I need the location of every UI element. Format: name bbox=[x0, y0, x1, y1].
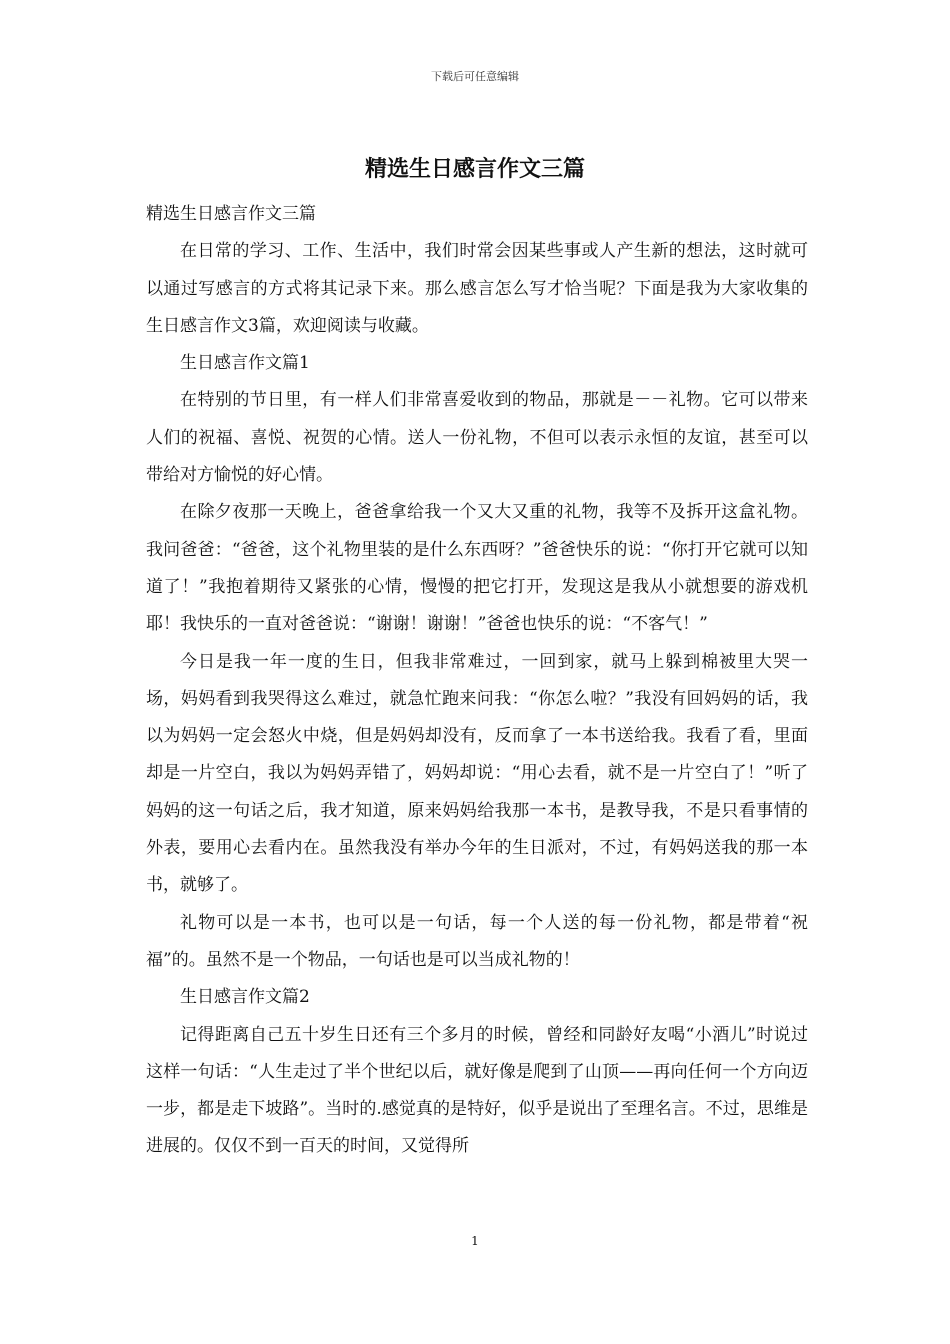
page-number: 1 bbox=[471, 1234, 479, 1248]
document-body bbox=[146, 196, 808, 1166]
document-title: 精选生日感言作文三篇 bbox=[364, 156, 585, 182]
section-heading-1: 生日感言作文篇1 bbox=[180, 353, 310, 374]
body-paragraph: 在除夕夜那一天晚上，爸爸拿给我一个又大又重的礼物，我等不及拆开这盒礼物。我问爸爸：“爸爸，这个礼物里装的是什么东西呀？”爸爸快乐的说：“你打开它就可以知道了！”我抱着期待又紧张的心情，慢慢的把它打开，发现这是我从小就想要的游戏机耶！我快乐的一直对爸爸说：“谢谢！谢谢！”爸爸也快乐的说：“不客气！” bbox=[146, 502, 808, 635]
body-paragraph: 礼物可以是一本书，也可以是一句话，每一个人送的每一份礼物，都是带着“祝福”的。虽然不是一个物品，一句话也是可以当成礼物的！ bbox=[146, 912, 808, 970]
body-paragraph: 记得距离自己五十岁生日还有三个多月的时候，曾经和同龄好友喝“小酒儿”时说过这样一句话：“人生走过了半个世纪以后，就好像是爬到了山顶——再向任何一个方向迈一步，都是走下坡路”。当时的.感觉真的是特好，似乎是说出了至理名言。不过，思维是进展的。仅仅不到一百天的时间，又觉得所 bbox=[146, 1024, 808, 1157]
intro-paragraph: 在日常的学习、工作、生活中，我们时常会因某些事或人产生新的想法，这时就可以通过写感言的方式将其记录下来。那么感言怎么写才恰当呢？下面是我为大家收集的生日感言作文3篇，欢迎阅读与收藏。 bbox=[146, 241, 808, 336]
body-paragraph: 今日是我一年一度的生日，但我非常难过，一回到家，就马上躲到棉被里大哭一场，妈妈看到我哭得这么难过，就急忙跑来问我：“你怎么啦？”我没有回妈妈的话，我以为妈妈一定会怒火中烧，但是妈妈却没有，反而拿了一本书送给我。我看了看，里面却是一片空白，我以为妈妈弄错了，妈妈却说：“用心去看，就不是一片空白了！”听了妈妈的这一句话之后，我才知道，原来妈妈给我那一本书，是教导我，不是只看事情的外表，要用心去看内在。虽然我没有举办今年的生日派对，不过，有妈妈送我的那一本书，就够了。 bbox=[146, 651, 808, 896]
subtitle-paragraph: 精选生日感言作文三篇 bbox=[146, 204, 316, 224]
section-heading-2: 生日感言作文篇2 bbox=[180, 987, 310, 1008]
body-paragraph: 在特别的节日里，有一样人们非常喜爱收到的物品，那就是－－礼物。它可以带来人们的祝福、喜悦、祝贺的心情。送人一份礼物，不但可以表示永恒的友谊，甚至可以带给对方愉悦的好心情。 bbox=[146, 390, 808, 486]
header-note: 下载后可任意编辑 bbox=[431, 70, 519, 83]
